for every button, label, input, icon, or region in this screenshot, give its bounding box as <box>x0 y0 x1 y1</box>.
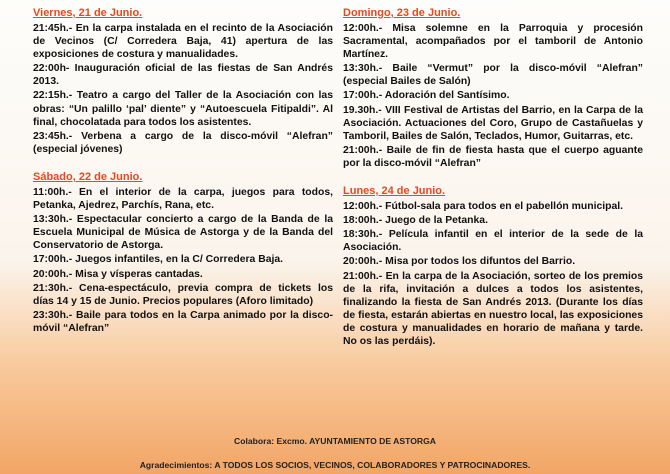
event-time: 22:15h.- <box>33 90 73 102</box>
event-entry <box>343 214 643 227</box>
day-block-monday <box>343 184 643 348</box>
event-time: 11:00h.- <box>33 186 72 198</box>
day-heading-monday: Lunes, 24 de Junio. <box>343 185 446 198</box>
day-block-sunday <box>343 6 643 170</box>
event-text: Juego de la Petanka. <box>382 215 488 227</box>
event-time: 18:30h.- <box>343 229 383 241</box>
event-time: 12:00h.- <box>343 23 383 34</box>
event-entry <box>33 22 333 61</box>
event-text: Espectacular concierto a cargo de la Banda de la Escuela Municipal de Música de Astorga y de la Banda del Conservatorio de Astorga. <box>33 214 333 252</box>
event-text: Verbena a cargo de la disco-móvil “Alefran” (especial jóvenes) <box>33 130 333 155</box>
footer-agradecimientos: Agradecimientos: A TODOS LOS SOCIOS, VECINOS, COLABORADORES Y PATROCINADORES. <box>139 460 531 470</box>
event-time: 21:00h.- <box>343 270 383 282</box>
event-entry <box>33 268 333 281</box>
event-entry <box>343 228 643 254</box>
event-entry <box>343 255 643 268</box>
event-entry <box>343 89 643 102</box>
event-time: 20:00h.- <box>343 256 383 268</box>
footer-colabora: Colabora: Excmo. AYUNTAMIENTO DE ASTORGA <box>234 436 436 446</box>
event-text: Adoración del Santísimo. <box>382 90 510 102</box>
day-heading-saturday: Sábado, 22 de Junio. <box>33 170 143 183</box>
event-time: 21:45h.- <box>33 23 73 34</box>
event-time: 21:30h.- <box>33 282 73 294</box>
event-time: 23:45h.- <box>33 130 73 142</box>
event-text: Inauguración oficial de las fiestas de San Andrés 2013. <box>33 63 333 88</box>
event-entry <box>343 22 643 61</box>
event-text: Fútbol-sala para todos en el pabellón municipal. <box>382 201 624 213</box>
day-block-friday <box>33 6 333 156</box>
event-time: 17:00h.- <box>343 90 383 102</box>
event-text: Baile para todos en la Carpa animado por la disco-móvil “Alefran” <box>33 309 333 334</box>
event-entry <box>33 309 333 335</box>
event-time: 12:00h.- <box>343 201 383 213</box>
event-time: 19.30h.- <box>343 104 382 116</box>
event-text: Misa por todos los difuntos del Barrio. <box>382 256 576 268</box>
event-text: Cena-espectáculo, previa compra de tickets los días 14 y 15 de Junio. Precios populares (Aforo limitado) <box>33 282 333 307</box>
event-entry <box>33 130 333 156</box>
day-block-saturday <box>33 170 333 335</box>
event-time: 13:30h.- <box>33 214 73 226</box>
event-entry <box>33 213 333 252</box>
event-time: 21:00h.- <box>343 144 383 156</box>
event-text: Teatro a cargo del Taller de la Asociación con las obras: “Un palillo ‘pal’ diente” y “Autoescuela Fitipaldi”. Al final, chocolatada para todos los asistentes. <box>33 90 333 128</box>
event-text: Misa y vísperas cantadas. <box>72 268 203 280</box>
event-time: 17:00h.- <box>33 254 73 266</box>
event-entry <box>33 62 333 88</box>
event-entry <box>33 253 333 266</box>
event-text: VIII Festival de Artistas del Barrio, en la Carpa de la Asociación. Actuaciones del Coro, Grupo de Castañuelas y Tamboril, Bailes de Salón, Teclados, Humor, Guitarras, etc. <box>343 104 643 142</box>
day-heading-sunday: Domingo, 23 de Junio. <box>343 7 461 19</box>
day-heading-friday: Viernes, 21 de Junio. <box>33 7 143 19</box>
event-time: 23:30h.- <box>33 309 73 321</box>
event-entry <box>33 186 333 212</box>
event-entry <box>343 270 643 349</box>
event-time: 22:00h- <box>33 63 70 75</box>
event-time: 13:30h.- <box>343 63 383 75</box>
event-text: Baile de fin de fiesta hasta que el cuerpo aguante por la disco-móvil “Alefran” <box>343 144 643 169</box>
event-entry <box>33 282 333 308</box>
event-text: Juegos infantiles, en la C/ Corredera Baja. <box>72 254 284 266</box>
event-entry <box>33 89 333 128</box>
event-entry <box>343 104 643 143</box>
event-entry <box>343 200 643 213</box>
event-text: En el interior de la carpa, juegos para todos, Petanka, Ajedrez, Parchís, Rana, etc. <box>33 186 333 212</box>
event-text: Película infantil en el interior de la sede de la Asociación. <box>343 229 643 254</box>
event-time: 20:00h.- <box>33 268 73 280</box>
event-entry <box>343 144 643 170</box>
event-text: Misa solemne en la Parroquia y procesión Sacramental, acompañados por el tamboril de Antonio Martínez. <box>343 23 643 61</box>
event-text: Baile “Vermut” por la disco-móvil “Alefran” (especial Bailes de Salón) <box>343 63 643 88</box>
event-text: En la carpa de la Asociación, sorteo de los premios de la rifa, invitación a dulces a todos los asistentes, finalizando la fiesta de San Andrés 2013. (Durante los días de fiesta, estarán abiertas en nuestro local, las exposiciones de costura y manualidades en horario de mañana y tarde. No os las perdáis). <box>343 270 643 347</box>
event-time: 18:00h.- <box>343 215 383 227</box>
event-entry <box>343 62 643 88</box>
left-column <box>33 6 333 349</box>
right-column <box>343 6 643 362</box>
event-text: En la carpa instalada en el recinto de la Asociación de Vecinos (C/ Corredera Baja, 41) apertura de las exposiciones de costura y manualidades. <box>33 23 333 61</box>
